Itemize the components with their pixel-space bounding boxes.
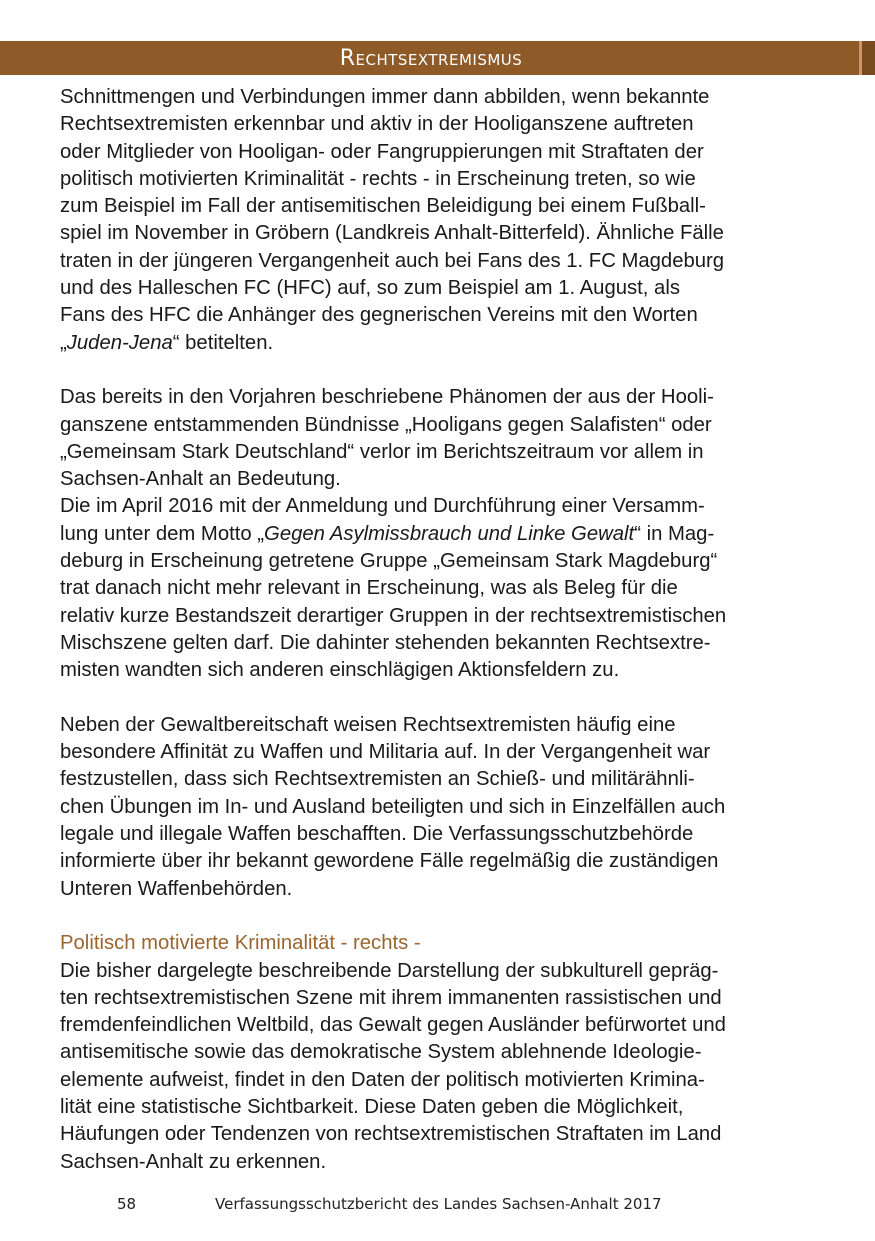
text-line: Die im April 2016 mit der Anmeldung und Durchführung einer Versamm- bbox=[60, 495, 705, 518]
text-line: relativ kurze Bestandszeit derartiger Gruppen in der rechtsextremistischen bbox=[60, 604, 727, 627]
text-line: elemente aufweist, findet in den Daten der politisch motivierten Krimina- bbox=[60, 1068, 705, 1091]
paragraph-gap bbox=[60, 685, 820, 712]
text-line: misten wandten sich anderen einschlägigen Aktionsfeldern zu. bbox=[60, 659, 620, 682]
text-line: politisch motivierten Kriminalität - rechts - in Erscheinung treten, so wie bbox=[60, 167, 696, 190]
text-fragment: “ betitelten. bbox=[172, 331, 274, 354]
paragraph-hooliganszene bbox=[60, 84, 820, 357]
footer-title: Verfassungsschutzbericht des Landes Sachsen-Anhalt 2017 bbox=[215, 1195, 662, 1213]
text-line: lität eine statistische Sichtbarkeit. Diese Daten geben die Möglichkeit, bbox=[60, 1095, 684, 1118]
paragraph-pmk-rechts bbox=[60, 930, 820, 1176]
text-line: deburg in Erscheinung getretene Gruppe „Gemeinsam Stark Magdeburg“ bbox=[60, 550, 718, 573]
quoted-term: Juden-Jena bbox=[66, 331, 173, 354]
text-line: Rechtsextremisten erkennbar und aktiv in der Hooliganszene auftreten bbox=[60, 113, 694, 136]
text-line: besondere Affinität zu Waffen und Militaria auf. In der Vergangenheit war bbox=[60, 741, 711, 764]
page-content bbox=[60, 84, 820, 1176]
text-line: Die bisher dargelegte beschreibende Darstellung der subkulturell gepräg- bbox=[60, 959, 719, 982]
text-line: „Gemeinsam Stark Deutschland“ verlor im Berichtszeitraum vor allem in bbox=[60, 440, 704, 463]
text-line: festzustellen, dass sich Rechtsextremisten an Schieß- und militärähnli- bbox=[60, 768, 695, 791]
section-title: Rechtsextremismus bbox=[339, 46, 523, 71]
paragraph-gap bbox=[60, 903, 820, 930]
text-line: Sachsen-Anhalt an Bedeutung. bbox=[60, 468, 341, 491]
text-line: Neben der Gewaltbereitschaft weisen Rechtsextremisten häufig eine bbox=[60, 713, 676, 736]
text-line: Unteren Waffenbehörden. bbox=[60, 877, 293, 900]
text-line: ten rechtsextremistischen Szene mit ihrem immanenten rassistischen und bbox=[60, 986, 722, 1009]
text-fragment: lung unter dem Motto „ bbox=[60, 522, 265, 545]
text-line: Mischszene gelten darf. Die dahinter stehenden bekannten Rechtsextre- bbox=[60, 631, 711, 654]
text-line bbox=[60, 330, 820, 357]
paragraph-buendnisse bbox=[60, 384, 820, 684]
text-line: traten in der jüngeren Vergangenheit auch bei Fans des 1. FC Magdeburg bbox=[60, 249, 725, 272]
text-line: antisemitische sowie das demokratische System ablehnende Ideologie- bbox=[60, 1041, 702, 1064]
page-footer bbox=[0, 1195, 875, 1219]
text-line: oder Mitglieder von Hooligan- oder Fangruppierungen mit Straftaten der bbox=[60, 140, 704, 163]
text-fragment: „ bbox=[60, 331, 67, 354]
paragraph-waffen bbox=[60, 712, 820, 903]
paragraph-gap bbox=[60, 357, 820, 384]
text-line: Fans des HFC die Anhänger des gegnerischen Vereins mit den Worten bbox=[60, 304, 698, 327]
quoted-motto: Gegen Asylmissbrauch und Linke Gewalt bbox=[264, 522, 635, 545]
text-fragment: “ in Mag- bbox=[634, 522, 715, 545]
text-line: Schnittmengen und Verbindungen immer dann abbilden, wenn bekannte bbox=[60, 86, 710, 108]
section-header-edge bbox=[862, 41, 875, 75]
page-number: 58 bbox=[117, 1195, 137, 1213]
text-line: zum Beispiel im Fall der antisemitischen Beleidigung bei einem Fußball- bbox=[60, 195, 706, 218]
text-line: chen Übungen im In- und Ausland beteiligten und sich in Einzelfällen auch bbox=[60, 795, 726, 818]
subsection-heading: Politisch motivierte Kriminalität - rechts - bbox=[60, 932, 421, 955]
text-line: informierte über ihr bekannt gewordene Fälle regelmäßig die zuständigen bbox=[60, 850, 719, 873]
text-line: ganszene entstammenden Bündnisse „Hooligans gegen Salafisten“ oder bbox=[60, 413, 712, 436]
text-line: spiel im November in Gröbern (Landkreis Anhalt-Bitterfeld). Ähnliche Fälle bbox=[60, 222, 724, 245]
text-line: Häufungen oder Tendenzen von rechtsextremistischen Straftaten im Land bbox=[60, 1123, 722, 1146]
text-line: Sachsen-Anhalt zu erkennen. bbox=[60, 1150, 327, 1173]
text-line: fremdenfeindlichen Weltbild, das Gewalt gegen Ausländer befürwortet und bbox=[60, 1014, 726, 1037]
text-line: und des Halleschen FC (HFC) auf, so zum Beispiel am 1. August, als bbox=[60, 277, 680, 300]
text-line: legale und illegale Waffen beschafften. Die Verfassungsschutzbehörde bbox=[60, 823, 694, 846]
text-line: Das bereits in den Vorjahren beschriebene Phänomen der aus der Hooli- bbox=[60, 386, 714, 409]
text-line bbox=[60, 521, 820, 548]
text-line: trat danach nicht mehr relevant in Erscheinung, was als Beleg für die bbox=[60, 577, 678, 600]
